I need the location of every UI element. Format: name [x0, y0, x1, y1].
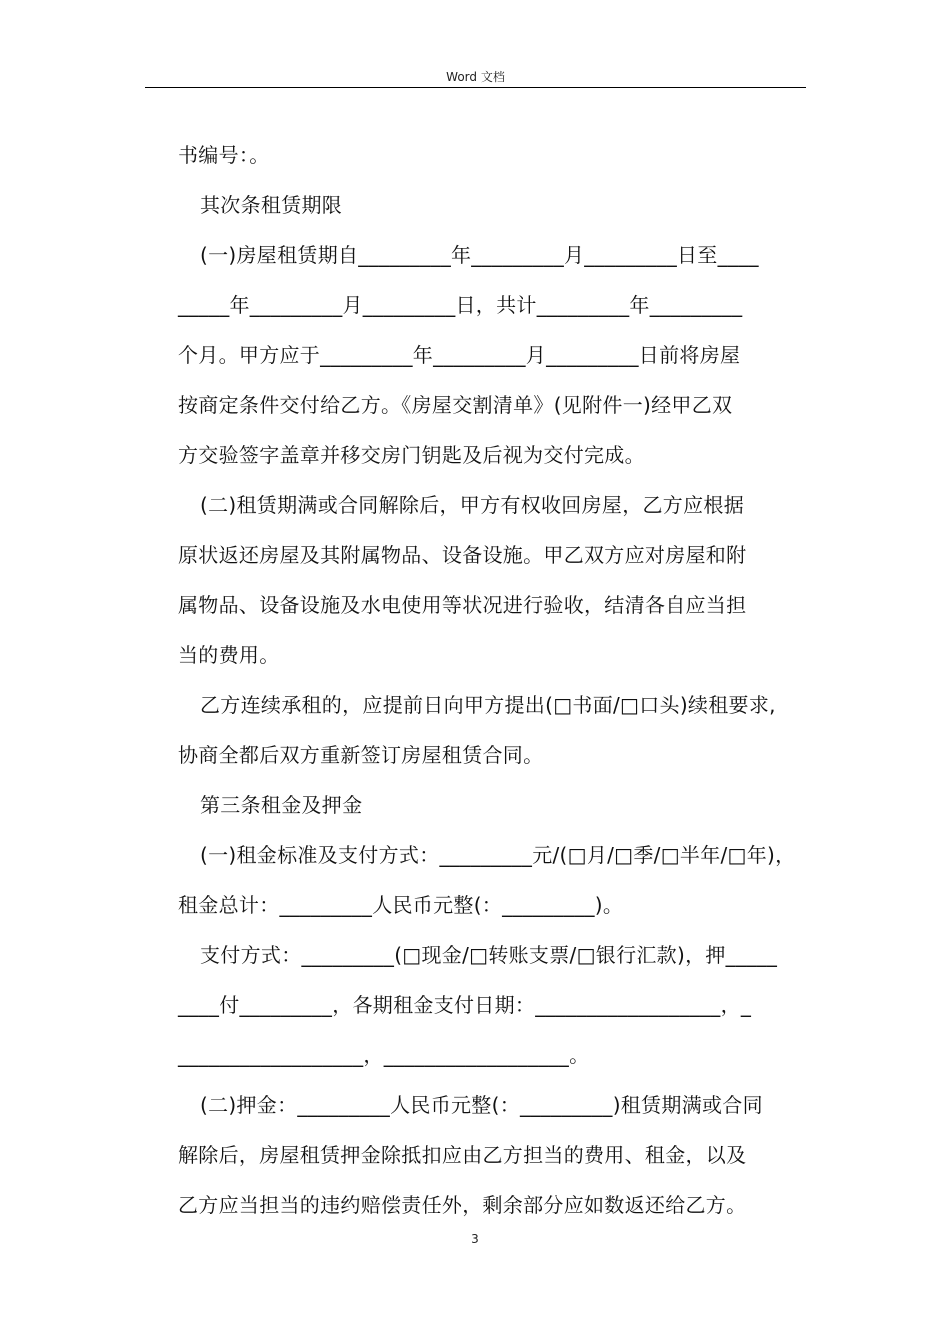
text-line: 协商全都后双方重新签订房屋租赁合同。	[178, 743, 544, 767]
text-line: __________________，__________________。	[178, 1043, 590, 1067]
page-number: 3	[471, 1232, 479, 1246]
text-line: ____付_________，各期租金支付日期：__________________，_	[178, 993, 752, 1017]
text-line: 乙方应当担当的违约赔偿责任外，剩余部分应如数返还给乙方。	[178, 1193, 747, 1217]
text-line: 书编号：。	[178, 143, 270, 167]
section-heading: 第三条租金及押金	[200, 793, 363, 817]
text-line: 方交验签字盖章并移交房门钥匙及后视为交付完成。	[178, 443, 645, 467]
text-line: (一)房屋租赁期自_________年_________月_________日至____	[200, 243, 759, 267]
section-heading: 其次条租赁期限	[200, 193, 343, 217]
text-line: (二)押金：_________人民币元整(：_________)租赁期满或合同	[200, 1093, 763, 1117]
page-header: Word 文档	[446, 70, 505, 84]
text-line: (一)租金标准及支付方式：_________元/(□月/□季/□半年/□年)，	[200, 843, 796, 867]
text-line: 支付方式：_________(□现金/□转账支票/□银行汇款)，押_____	[200, 943, 778, 967]
text-line: 个月。甲方应于_________年_________月_________日前将房屋	[178, 343, 741, 367]
text-line: 原状返还房屋及其附属物品、设备设施。甲乙双方应对房屋和附	[178, 543, 747, 567]
text-line: 乙方连续承租的，应提前日向甲方提出(□书面/□口头)续租要求,	[200, 693, 776, 717]
text-line: 解除后，房屋租赁押金除抵扣应由乙方担当的费用、租金，以及	[178, 1143, 747, 1167]
header-divider	[145, 87, 806, 88]
text-line: 属物品、设备设施及水电使用等状况进行验收，结清各自应当担	[178, 593, 747, 617]
text-line: 租金总计：_________人民币元整(：_________)。	[178, 893, 624, 917]
document-body	[178, 130, 808, 1230]
text-line: _____年_________月_________日，共计_________年_________	[178, 293, 743, 317]
text-line: 当的费用。	[178, 643, 280, 667]
text-line: 按商定条件交付给乙方。《房屋交割清单》(见附件一)经甲乙双	[178, 393, 733, 417]
text-line: (二)租赁期满或合同解除后，甲方有权收回房屋，乙方应根据	[200, 493, 745, 517]
